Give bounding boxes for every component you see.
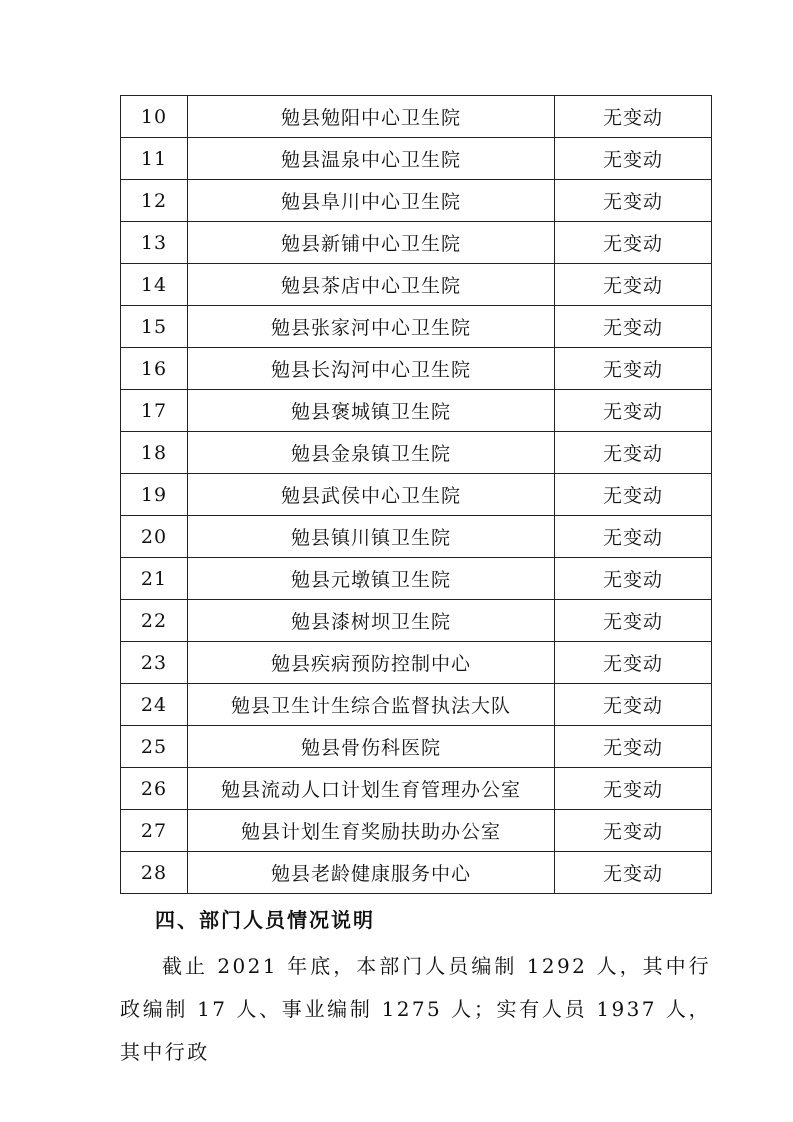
change-status: 无变动 [555, 180, 712, 222]
change-status: 无变动 [555, 474, 712, 516]
row-number: 18 [121, 432, 188, 474]
row-number: 14 [121, 264, 188, 306]
change-status: 无变动 [555, 390, 712, 432]
unit-name: 勉县阜川中心卫生院 [188, 180, 555, 222]
table-row [121, 768, 712, 810]
row-number: 28 [121, 852, 188, 894]
table-row [121, 810, 712, 852]
row-number: 12 [121, 180, 188, 222]
change-status: 无变动 [555, 684, 712, 726]
unit-name: 勉县温泉中心卫生院 [188, 138, 555, 180]
table-row [121, 264, 712, 306]
row-number: 11 [121, 138, 188, 180]
section-paragraph: 截止 2021 年底，本部门人员编制 1292 人，其中行政编制 17 人、事业编制 1275 人；实有人员 1937 人，其中行政 [120, 954, 711, 1064]
unit-name: 勉县新铺中心卫生院 [188, 222, 555, 264]
table-row [121, 474, 712, 516]
change-status: 无变动 [555, 558, 712, 600]
table-row [121, 96, 712, 138]
unit-name: 勉县漆树坝卫生院 [188, 600, 555, 642]
change-status: 无变动 [555, 264, 712, 306]
table-row [121, 306, 712, 348]
change-status: 无变动 [555, 222, 712, 264]
unit-name: 勉县镇川镇卫生院 [188, 516, 555, 558]
row-number: 16 [121, 348, 188, 390]
section-heading: 四、部门人员情况说明 [155, 908, 375, 932]
table-row [121, 138, 712, 180]
unit-name: 勉县张家河中心卫生院 [188, 306, 555, 348]
row-number: 24 [121, 684, 188, 726]
unit-name: 勉县流动人口计划生育管理办公室 [188, 768, 555, 810]
unit-name: 勉县疾病预防控制中心 [188, 642, 555, 684]
table-row [121, 600, 712, 642]
change-status: 无变动 [555, 852, 712, 894]
row-number: 13 [121, 222, 188, 264]
table-row [121, 852, 712, 894]
change-status: 无变动 [555, 306, 712, 348]
row-number: 27 [121, 810, 188, 852]
row-number: 23 [121, 642, 188, 684]
row-number: 15 [121, 306, 188, 348]
change-status: 无变动 [555, 726, 712, 768]
table-row [121, 180, 712, 222]
units-table-body [121, 96, 712, 894]
unit-name: 勉县骨伤科医院 [188, 726, 555, 768]
table-row [121, 726, 712, 768]
row-number: 10 [121, 96, 188, 138]
change-status: 无变动 [555, 348, 712, 390]
units-table [120, 95, 712, 894]
change-status: 无变动 [555, 600, 712, 642]
change-status: 无变动 [555, 516, 712, 558]
unit-name: 勉县武侯中心卫生院 [188, 474, 555, 516]
unit-name: 勉县金泉镇卫生院 [188, 432, 555, 474]
unit-name: 勉县老龄健康服务中心 [188, 852, 555, 894]
change-status: 无变动 [555, 138, 712, 180]
unit-name: 勉县褒城镇卫生院 [188, 390, 555, 432]
change-status: 无变动 [555, 810, 712, 852]
table-row [121, 348, 712, 390]
table-row [121, 432, 712, 474]
row-number: 20 [121, 516, 188, 558]
table-row [121, 390, 712, 432]
row-number: 21 [121, 558, 188, 600]
table-row [121, 516, 712, 558]
table-row [121, 558, 712, 600]
row-number: 25 [121, 726, 188, 768]
unit-name: 勉县卫生计生综合监督执法大队 [188, 684, 555, 726]
table-row [121, 222, 712, 264]
change-status: 无变动 [555, 768, 712, 810]
change-status: 无变动 [555, 642, 712, 684]
unit-name: 勉县长沟河中心卫生院 [188, 348, 555, 390]
change-status: 无变动 [555, 96, 712, 138]
unit-name: 勉县元墩镇卫生院 [188, 558, 555, 600]
row-number: 17 [121, 390, 188, 432]
table-row [121, 642, 712, 684]
unit-name: 勉县勉阳中心卫生院 [188, 96, 555, 138]
change-status: 无变动 [555, 432, 712, 474]
row-number: 26 [121, 768, 188, 810]
row-number: 22 [121, 600, 188, 642]
row-number: 19 [121, 474, 188, 516]
table-row [121, 684, 712, 726]
unit-name: 勉县计划生育奖励扶助办公室 [188, 810, 555, 852]
unit-name: 勉县茶店中心卫生院 [188, 264, 555, 306]
